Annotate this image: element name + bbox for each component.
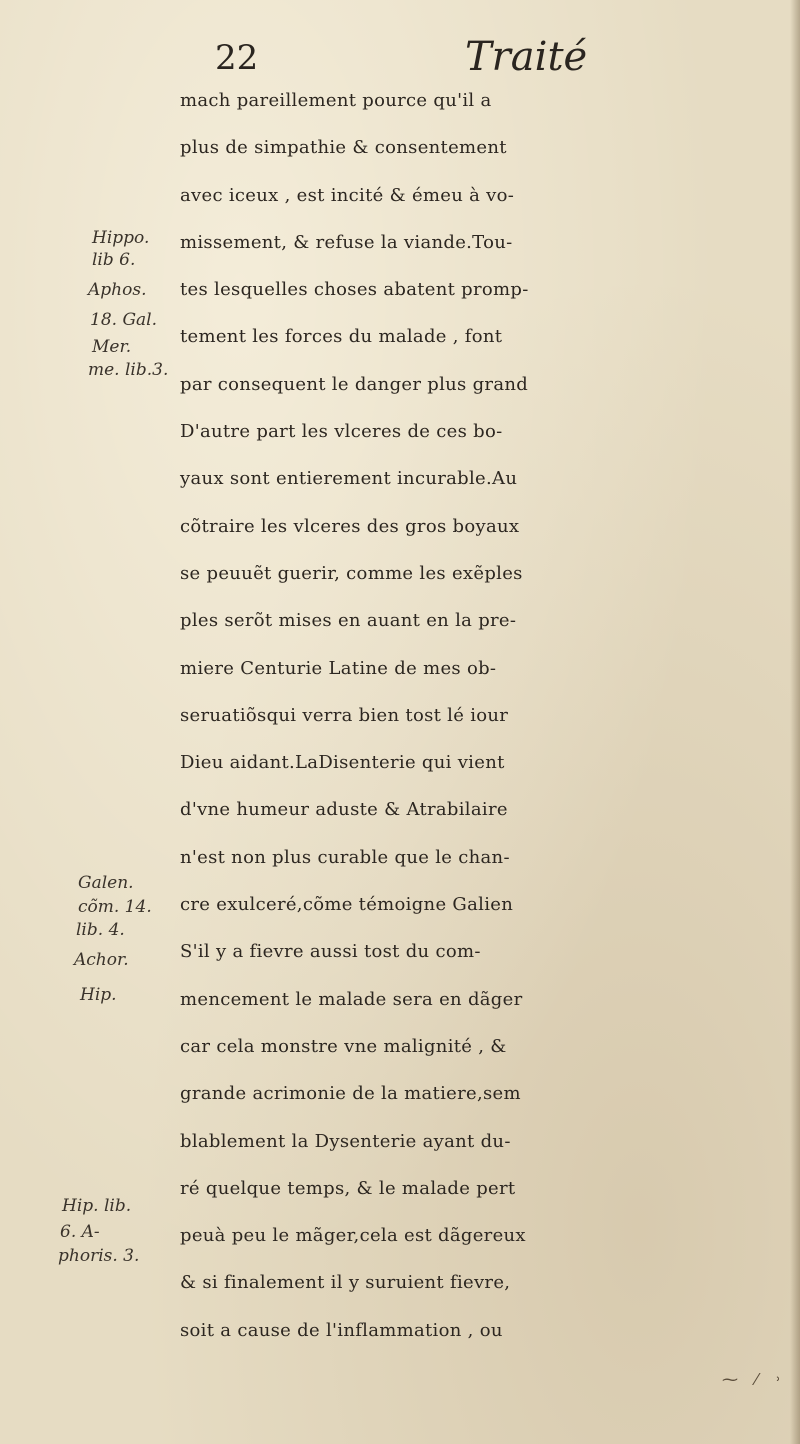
margin-note: phoris. 3.: [58, 1246, 140, 1266]
running-head: Traité: [465, 34, 588, 80]
text-line: n'est non plus curable que le chan-: [180, 846, 510, 868]
text-line: missement, & refuse la viande.Tou-: [180, 231, 513, 253]
text-line: tes lesquelles choses abatent promp-: [180, 279, 529, 301]
text-line: avec iceux , est incité & émeu à vo-: [180, 184, 515, 206]
margin-note: Galen.: [78, 873, 134, 893]
ink-mark: ⁓: [722, 1370, 738, 1389]
margin-note: 18. Gal.: [90, 310, 157, 330]
ink-mark: ˒: [776, 1370, 781, 1389]
text-line: seruatiõsqui verra bien tost lé iour: [180, 704, 509, 726]
margin-note: Achor.: [74, 950, 129, 970]
text-line: d'vne humeur aduste & Atrabilaire: [180, 799, 508, 821]
margin-note: me. lib.3.: [88, 360, 169, 380]
page-edge-shadow: [790, 0, 800, 1444]
margin-note: Aphos.: [88, 280, 147, 300]
text-line: cre exulceré,cõme témoigne Galien: [180, 894, 514, 916]
text-line: par consequent le danger plus grand: [180, 373, 529, 395]
text-line: peuà peu le mãger,cela est dãgereux: [180, 1225, 526, 1247]
body-text: [180, 77, 790, 1354]
bottom-ink-marks: [700, 1370, 790, 1390]
text-line: yaux sont entierement incurable.Au: [180, 468, 518, 490]
text-line: D'autre part les vlceres de ces bo-: [180, 421, 503, 443]
text-line: Dieu aidant.LaDisenterie qui vient: [180, 752, 505, 774]
margin-note: cõm. 14.: [78, 897, 152, 917]
margin-note: Mer.: [92, 337, 132, 357]
text-line: miere Centurie Latine de mes ob-: [180, 657, 497, 679]
margin-note: Hip.: [80, 985, 117, 1005]
text-line: mencement le malade sera en dãger: [180, 988, 523, 1010]
margin-note: 6. A-: [60, 1222, 100, 1242]
text-line: ré quelque temps, & le malade pert: [180, 1177, 516, 1199]
text-line: cõtraire les vlceres des gros boyaux: [180, 515, 520, 537]
text-line: ples serõt mises en auant en la pre-: [180, 610, 517, 632]
margin-note: Hippo.: [92, 228, 150, 248]
page-number: 22: [215, 38, 259, 78]
text-line: & si finalement il y suruient fievre,: [180, 1272, 511, 1294]
margin-note: lib. 4.: [76, 920, 125, 940]
ink-mark: ⁄: [755, 1370, 758, 1389]
text-line: grande acrimonie de la matiere,sem: [180, 1083, 521, 1105]
text-line: se peuuẽt guerir, comme les exẽples: [180, 562, 523, 584]
margin-note: Hip. lib.: [62, 1196, 132, 1216]
text-line: plus de simpathie & consentement: [180, 137, 507, 159]
text-line: tement les forces du malade , font: [180, 326, 503, 348]
text-line: soit a cause de l'inflammation , ou: [180, 1319, 503, 1341]
margin-note: lib 6.: [92, 250, 136, 270]
text-line: blablement la Dysenterie ayant du-: [180, 1130, 511, 1152]
text-line: mach pareillement pource qu'il a: [180, 90, 492, 111]
text-line: car cela monstre vne malignité , &: [180, 1035, 507, 1057]
text-line: S'il y a fievre aussi tost du com-: [180, 941, 481, 963]
